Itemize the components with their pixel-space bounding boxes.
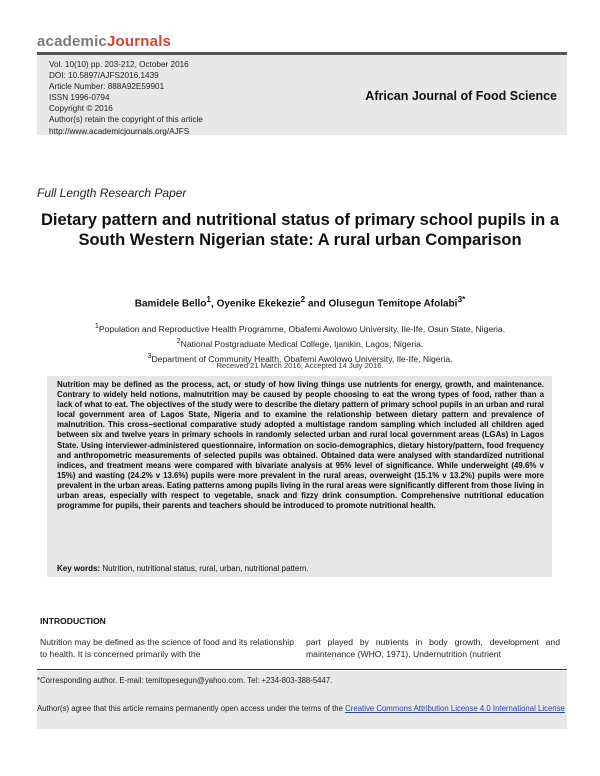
copyright-line: Copyright © 2016: [49, 104, 113, 114]
journal-header: [37, 52, 567, 135]
author-name: Olusegun Temitope Afolabi: [328, 298, 458, 310]
section-heading-introduction: INTRODUCTION: [40, 616, 106, 626]
paper-title: Dietary pattern and nutritional status of primary school pupils in a South Western Nigerian state: A rural urban Comparison: [41, 211, 559, 249]
issn-line: ISSN 1996-0794: [49, 93, 110, 103]
license-note: Author(s) agree that this article remains permanently open access under the terms of the Creative Commons Attribution License 4.0 International License: [37, 704, 565, 713]
publisher-logo: academicJournals: [37, 33, 172, 50]
article-number-line: Article Number: 888A92E59901: [49, 82, 165, 92]
keywords-text: Nutrition, nutritional status, rural, urban, nutritional pattern.: [100, 564, 309, 573]
keywords-label: Key words:: [57, 564, 101, 573]
author-name: Oyenike Ekekezie: [216, 298, 301, 310]
received-dates: Received 21 March 2016, Accepted 14 July 2016.: [216, 361, 384, 370]
affiliation-line: $^2$National Postgraduate Medical College, Ijanikin, Lagos, Nigeria.: [176, 336, 424, 349]
journal-url[interactable]: http://www.academicjournals.org/AJFS: [49, 126, 190, 136]
journal-name: African Journal of Food Science: [365, 89, 557, 103]
abstract-box: [47, 376, 552, 577]
corresponding-author: *Corresponding author. E-mail: temitopesegun@yahoo.com. Tel: +234-803-388-5447.: [37, 676, 333, 685]
affiliation-line: $^1$Population and Reproductive Health Programme, Obafemi Awolowo University, Ile-Ife, Osun State, Nigeria.: [94, 322, 506, 334]
intro-column-right: part played by nutrients in body growth, development and maintenance (WHO, 1971). Undernutrition (nutrient: [306, 637, 560, 659]
keywords: [57, 564, 309, 573]
affiliations: [40, 320, 560, 365]
doi-line: DOI: 10.5897/AJFS2016.1439: [49, 71, 159, 81]
license-link[interactable]: Creative Commons Attribution License 4.0 International License: [345, 704, 565, 713]
footer-divider: [37, 669, 567, 670]
volume-line: Vol. 10(10) pp. 203-212, October 2016: [49, 60, 189, 69]
rights-line: Author(s) retain the copyright of this article: [49, 115, 203, 125]
article-metadata: [49, 59, 203, 137]
paper-type: Full Length Research Paper: [37, 186, 187, 200]
intro-column-left: Nutrition may be defined as the science of food and its relationship to health. It is concerned primarily with the: [40, 637, 294, 659]
author-affil-sup: 1: [206, 294, 212, 304]
affiliation-line: $^3$Department of Community Health, Obafemi Awolowo University, Ile-Ife, Nigeria.: [147, 351, 453, 364]
author-name: Bamidele Bello: [134, 298, 207, 310]
author-list: Bamidele Bello$^1$, Oyenike Ekekezie$^2$ and Olusegun Temitope Afolabi$^{3*}$: [134, 294, 466, 310]
footer-notes: [37, 671, 567, 729]
abstract-text: Nutrition may be defined as the process, act, or study of how living things use nutrients for energy, growth, and maintenance. Contrary to widely held notions, malnutrition may be caused by people choosing to eat the wrong types of food, rather than a lack of what to eat. The objectives of the study were to describe the dietary pattern of primary school pupils in an urban and rural local government area of Lagos State, Nigeria and to examine the relationship between dietary pattern and prevalence of malnutrition. This cross–sectional comparative study adopted a multistage random sampling which included all children aged between six and twelve years in primary schools in randomly selected urban and rural local government areas (LGAs) in Lagos State. Using interviewer-administered questionnaire, information on socio-demographics, dietary history/pattern, food frequency and anthropometric measurements of selected pupils was obtained. Obtained data were analysed with standardized nutritional indices, and treatment means were compared with bivariate analysis at 95% level of significance. While underweight (49.6% v 15%) and wasting (24.2% v 13.6%) pupils were more prevalent in the rural areas, overweight (15.1% v 13.2%) pupils were more prevalent in the urban areas. Eating patterns among pupils living in the rural areas were significantly different from those living in urban areas, especially with respect to vegetable, snack and fizzy drink consumption. Comprehensive nutritional education programme for pupils, their parents and teachers should be introduced to promote nutritional health.: [57, 380, 544, 511]
author-affil-sup: 3*: [457, 294, 466, 304]
author-affil-sup: 2: [300, 294, 306, 304]
